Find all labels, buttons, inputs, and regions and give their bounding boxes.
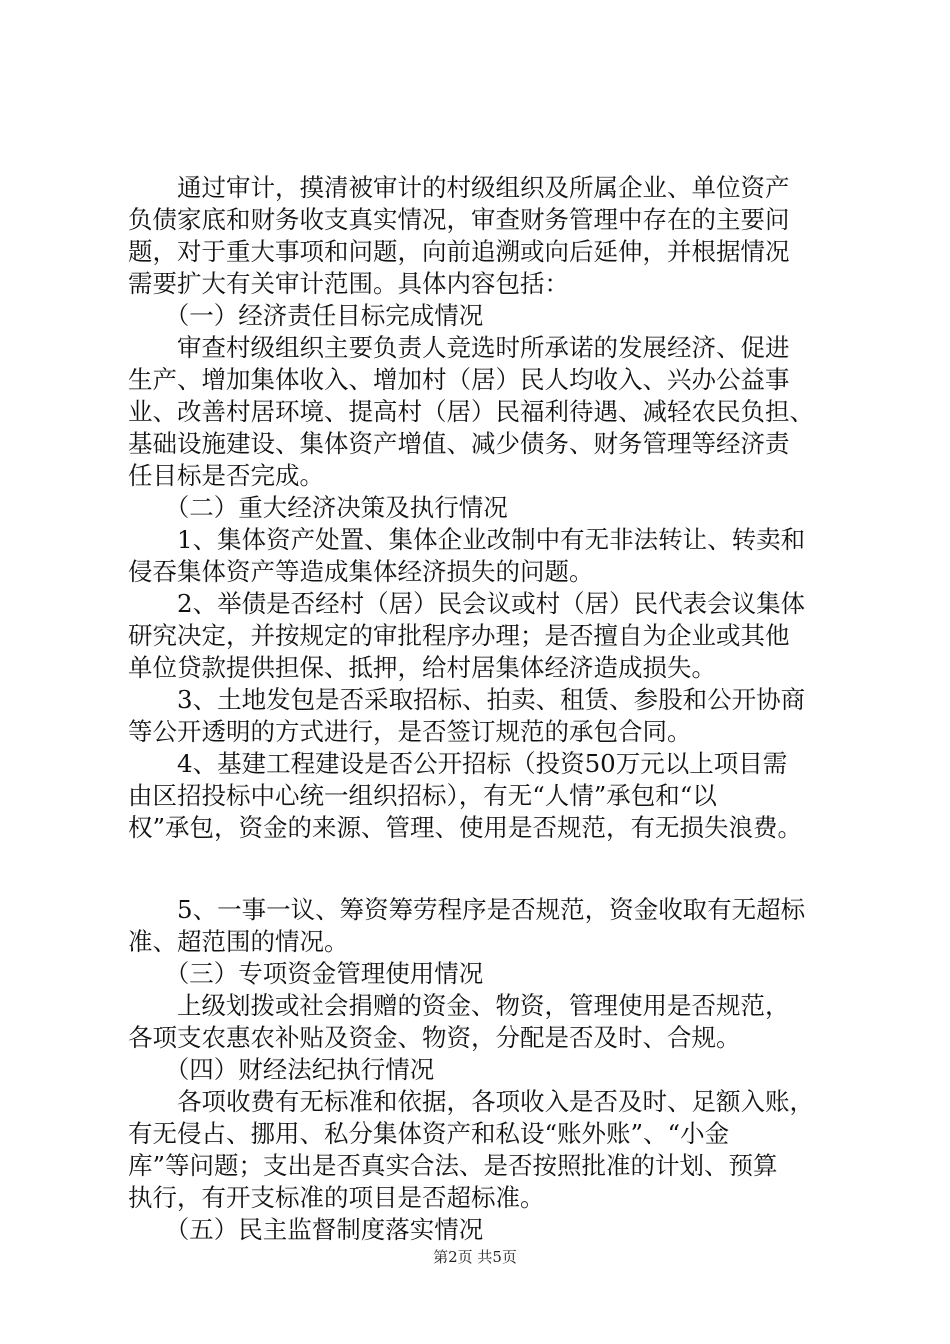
text-line: 研究决定，并按规定的审批程序办理；是否擅自为企业或其他 — [128, 621, 790, 650]
text-line: 执行，有开支标准的项目是否超标准。 — [128, 1183, 545, 1212]
text-line: 3、土地发包是否采取招标、拍卖、租赁、参股和公开协商 — [128, 685, 806, 714]
section-heading: （四）财经法纪执行情况 — [128, 1055, 435, 1084]
text-line: 由区招投标中心统一组织招标），有无“人情”承包和“以 — [128, 781, 717, 810]
text-line: 任目标是否完成。 — [128, 461, 324, 490]
section-heading: （五）民主监督制度落实情况 — [128, 1215, 484, 1244]
text-line: 业、改善村居环境、提高村（居）民福利待遇、减轻农民负担、 — [128, 397, 814, 426]
text-line: 库”等问题；支出是否真实合法、是否按照批准的计划、预算 — [128, 1151, 778, 1180]
text-line: 权”承包，资金的来源、管理、使用是否规范，有无损失浪费。 — [128, 813, 803, 842]
text-line: 侵吞集体资产等造成集体经济损失的问题。 — [128, 557, 594, 586]
text-line: 2、举债是否经村（居）民会议或村（居）民代表会议集体 — [128, 589, 806, 618]
section-heading: （二）重大经济决策及执行情况 — [128, 493, 508, 522]
text-line: 生产、增加集体收入、增加村（居）民人均收入、兴办公益事 — [128, 365, 790, 394]
text-line: 1、集体资产处置、集体企业改制中有无非法转让、转卖和 — [128, 525, 806, 554]
document-body — [128, 172, 844, 1246]
text-line: 有无侵占、挪用、私分集体资产和私设“账外账”、“小金 — [128, 1119, 730, 1148]
text-line: 通过审计，摸清被审计的村级组织及所属企业、单位资产 — [128, 173, 790, 202]
text-line: 需要扩大有关审计范围。具体内容包括： — [128, 269, 569, 298]
text-line: 上级划拨或社会捐赠的资金、物资，管理使用是否规范， — [128, 991, 790, 1020]
text-line: 5、一事一议、筹资筹劳程序是否规范，资金收取有无超标 — [128, 895, 806, 924]
text-line: 单位贷款提供担保、抵押，给村居集体经济造成损失。 — [128, 653, 716, 682]
text-line: 基础设施建设、集体资产增值、减少债务、财务管理等经济责 — [128, 429, 790, 458]
text-line: 准、超范围的情况。 — [128, 927, 349, 956]
text-line: 各项收费有无标准和依据，各项收入是否及时、足额入账， — [128, 1087, 814, 1116]
text-line: 4、基建工程建设是否公开招标（投资50万元以上项目需 — [128, 749, 788, 778]
section-heading: （一）经济责任目标完成情况 — [128, 301, 484, 330]
text-line: 审查村级组织主要负责人竞选时所承诺的发展经济、促进 — [128, 333, 790, 362]
paragraph-gap — [128, 844, 844, 894]
section-heading: （三）专项资金管理使用情况 — [128, 959, 484, 988]
text-line: 负债家底和财务收支真实情况，审查财务管理中存在的主要问 — [128, 205, 790, 234]
page-footer: 第2页 共5页 — [433, 1248, 517, 1266]
text-line: 等公开透明的方式进行，是否签订规范的承包合同。 — [128, 717, 692, 746]
text-line: 题，对于重大事项和问题，向前追溯或向后延伸，并根据情况 — [128, 237, 790, 266]
text-line: 各项支农惠农补贴及资金、物资，分配是否及时、合规。 — [128, 1023, 741, 1052]
